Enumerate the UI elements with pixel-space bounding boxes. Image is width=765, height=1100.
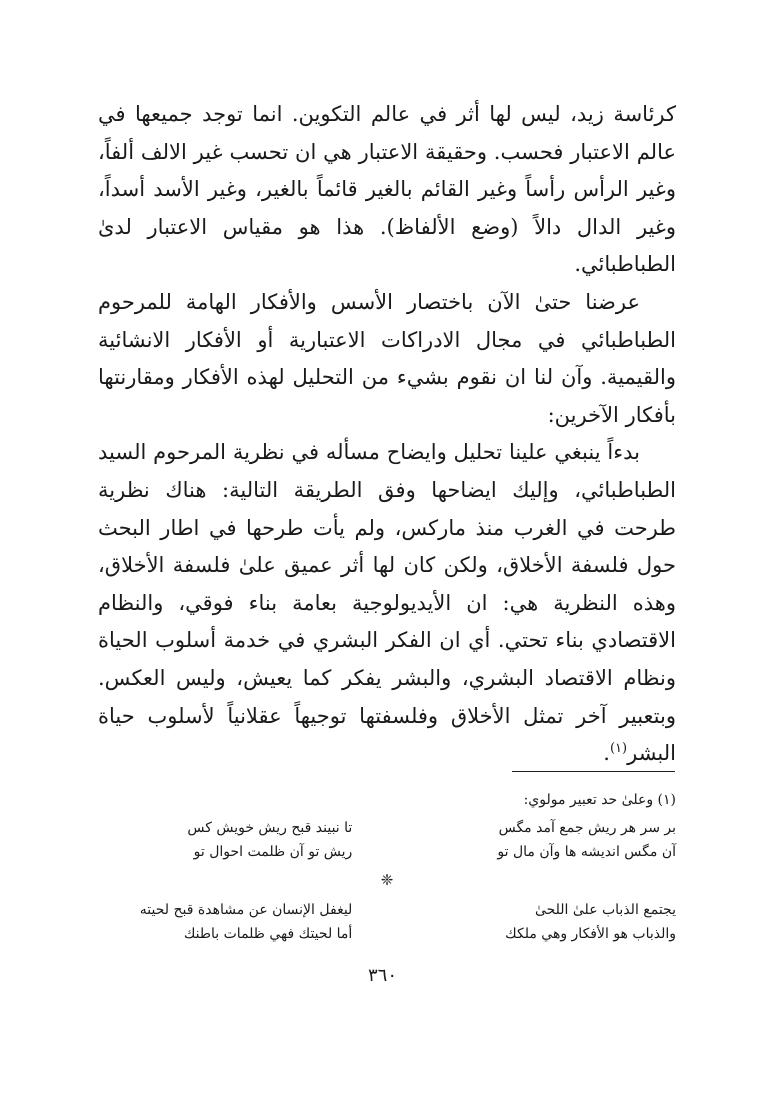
verse-first-hemistich: يجتمع الذباب علىٰ اللحىٰ <box>534 902 676 918</box>
verse-row <box>98 840 676 864</box>
footnote-divider <box>512 771 675 772</box>
page-number: ٣٦٠ <box>367 965 397 986</box>
paragraph-2-text: عرضنا حتىٰ الآن باختصار الأسس والأفكار الهامة للمرحوم الطباطبائي في مجال الادراكات الاعتبارية أو الأفكار الانشائية والقيمية. وآن لنا ان نقوم بشيء من التحليل لهذه الأفكار ومقارنتها بأفكار الآخرين: <box>98 289 676 427</box>
verse-first-hemistich: والذباب هو الأفكار وهي ملكك <box>505 926 676 942</box>
verse-second-hemistich: أما لحيتك فهي ظلمات باطنك <box>183 926 353 942</box>
paragraph-1-text: كرئاسة زيد، ليس لها أثر في عالم التكوين. انما توجد جميعها في عالم الاعتبار فحسب. وحقيقة الاعتبار هي ان تحسب غير الالف ألفاً، وغير الرأس رأساً وغير القائم بالغير قائماً بالغير، وغير الأسد أسداً، وغير الدال دالاً (وضع الألفاظ). هذا هو مقياس الاعتبار لدىٰ الطباطبائي. <box>98 102 677 277</box>
verse-second-hemistich: تا نبيند قبح ريش خويش كس <box>187 820 353 836</box>
verse-row <box>98 816 676 840</box>
verse-first-hemistich: آن مگس انديشه ها وآن مال تو <box>497 844 676 860</box>
main-text-body <box>98 96 676 773</box>
verse-row <box>98 898 676 922</box>
footnote-reference[interactable]: (١) <box>609 741 628 757</box>
verse-first-hemistich: بر سر هر ريش جمع آمد مگس <box>498 820 676 836</box>
verse-second-hemistich: ريش تو آن ظلمت احوال تو <box>193 844 353 860</box>
verse-second-hemistich: ليغفل الإنسان عن مشاهدة قبح لحيته <box>139 902 353 918</box>
verse-separator-icon: ❈ <box>380 871 394 889</box>
paragraph-3 <box>98 434 676 772</box>
verse-row <box>98 922 676 946</box>
arabic-verses <box>98 898 676 946</box>
persian-verses <box>98 816 676 864</box>
footnote-intro: (١) وعلىٰ حد تعبير مولوي: <box>523 792 676 808</box>
paragraph-3-end: . <box>603 741 610 766</box>
paragraph-2 <box>98 284 676 434</box>
paragraph-1 <box>98 96 676 284</box>
footnote <box>98 790 676 946</box>
paragraph-3-text: بدءاً ينبغي علينا تحليل وايضاح مسأله في نظرية المرحوم السيد الطباطبائي، وإليك ايضاحها وفق الطريقة التالية: هناك نظرية طرحت في الغرب منذ ماركس، ولم يأت طرحها في اطار البحث حول فلسفة الأخلاق، ولكن كان لها أثر عميق علىٰ فلسفة الأخلاق، وهذه النظرية هي: ان الأيديولوجية بعامة بناء فوقي، والنظام الاقتصادي بناء تحتي. أي ان الفكر البشري في خدمة أسلوب الحياة ونظام الاقتصاد البشري، والبشر يفكر كما يعيش، وليس العكس. وبتعبير آخر تمثل الأخلاق وفلسفتها توجيهاً عقلانياً لأسلوب حياة البشر <box>98 440 676 766</box>
